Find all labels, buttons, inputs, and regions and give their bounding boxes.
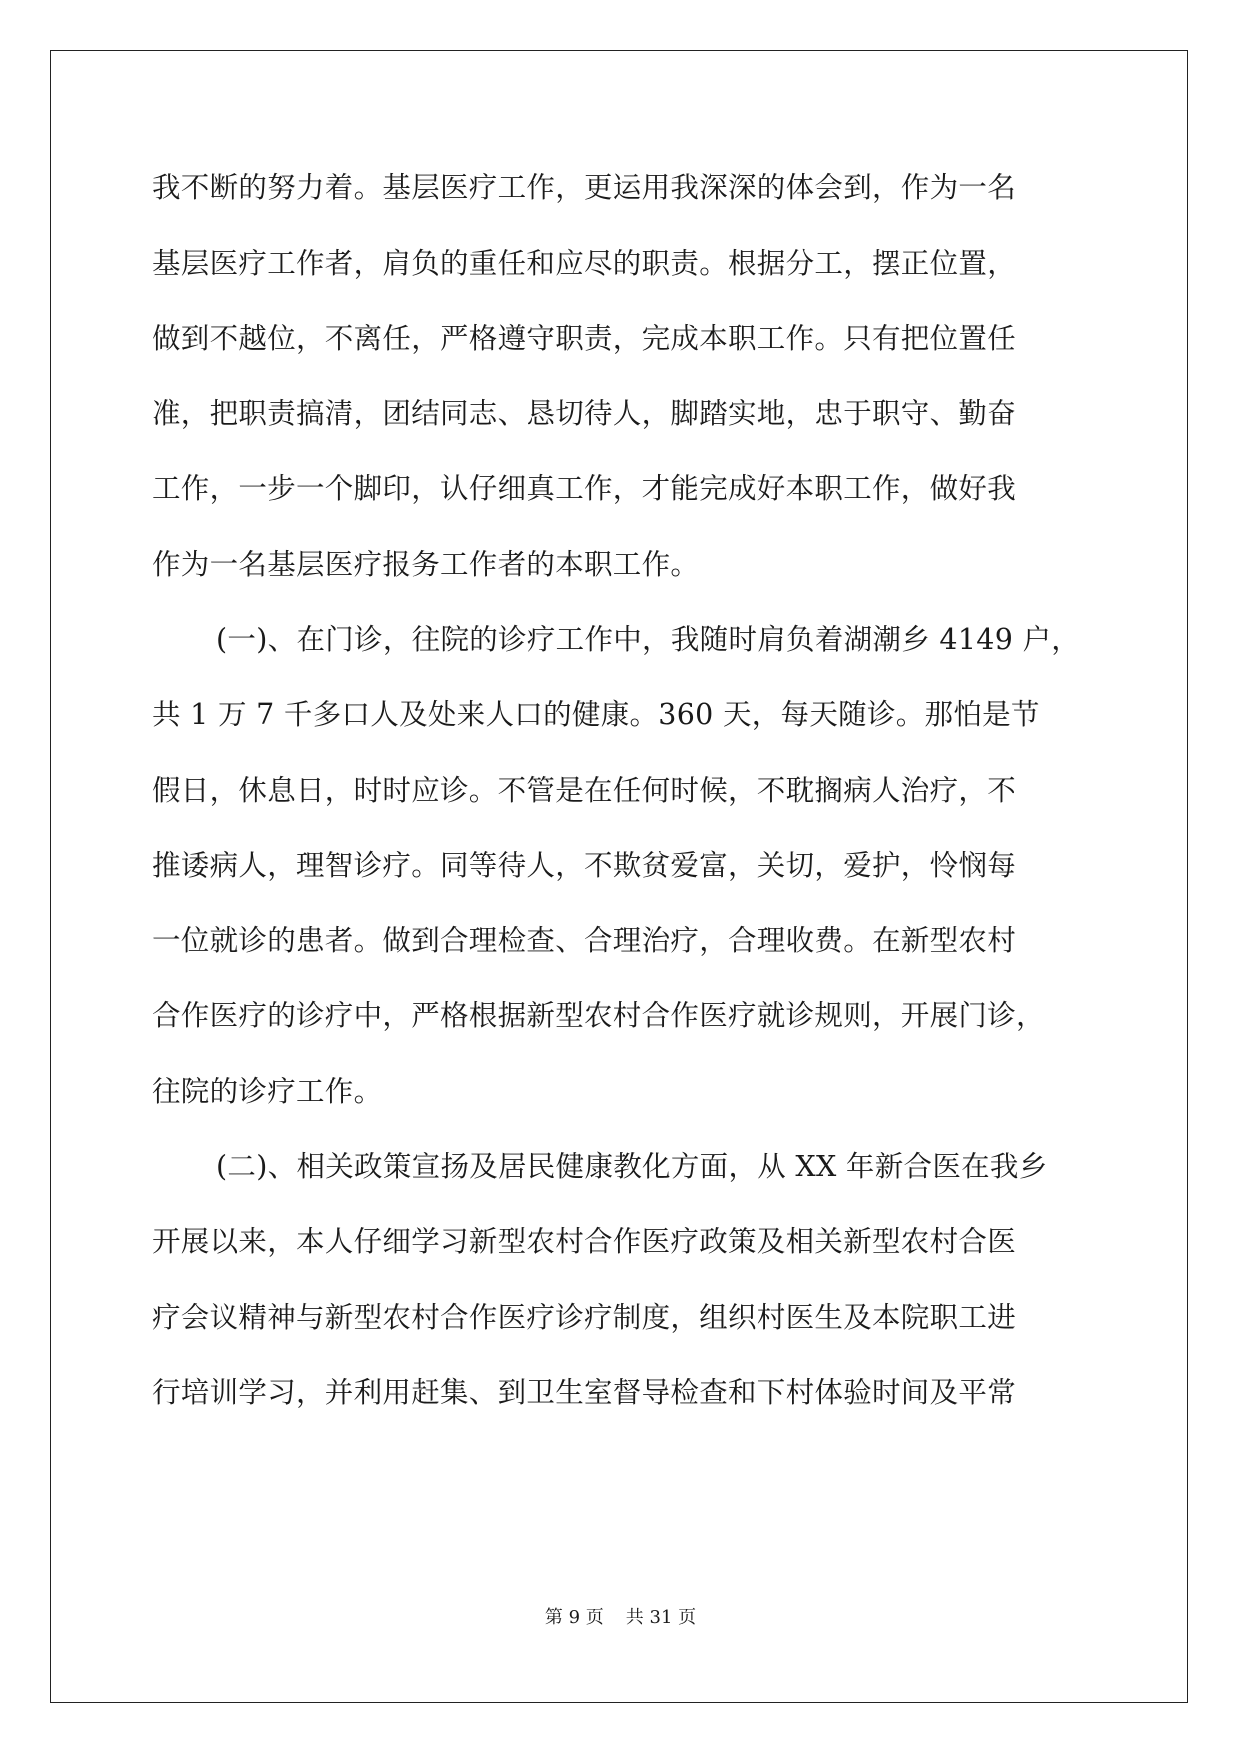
text-line: 假日，休息日，时时应诊。不管是在任何时候，不耽搁病人治疗，不 [152, 774, 1017, 807]
text-line: 工作，一步一个脚印，认仔细真工作，才能完成好本职工作，做好我 [152, 472, 1017, 505]
page-footer [0, 1606, 1241, 1630]
paragraph-first-line: (二)、相关政策宣扬及居民健康教化方面，从 XX 年新合医在我乡 [216, 1150, 1048, 1183]
page-number: 第 9 页 [544, 1607, 604, 1628]
text-line: 合作医疗的诊疗中，严格根据新型农村合作医疗就诊规则，开展门诊， [152, 999, 1045, 1032]
text-line: 准，把职责搞清，团结同志、恳切待人，脚踏实地，忠于职守、勤奋 [152, 397, 1017, 430]
text-line: 开展以来，本人仔细学习新型农村合作医疗政策及相关新型农村合医 [152, 1225, 1017, 1258]
text-line: 做到不越位，不离任，严格遵守职责，完成本职工作。只有把位置任 [152, 322, 1017, 355]
text-line: 我不断的努力着。基层医疗工作，更运用我深深的体会到，作为一名 [152, 171, 1017, 204]
paragraph-first-line: (一)、在门诊，往院的诊疗工作中，我随时肩负着湖潮乡 4149 户， [216, 623, 1081, 656]
text-line: 推诿病人，理智诊疗。同等待人，不欺贫爱富，关切，爱护，怜悯每 [152, 849, 1017, 882]
page-total: 共 31 页 [625, 1607, 697, 1628]
text-line: 疗会议精神与新型农村合作医疗诊疗制度，组织村医生及本院职工进 [152, 1301, 1017, 1334]
text-line: 行培训学习，并利用赶集、到卫生室督导检查和下村体验时间及平常 [152, 1376, 1017, 1409]
text-line: 共 1 万 7 千多口人及处来人口的健康。360 天，每天随诊。那怕是节 [152, 698, 1040, 731]
text-line: 往院的诊疗工作。 [152, 1075, 383, 1108]
text-line: 基层医疗工作者，肩负的重任和应尽的职责。根据分工，摆正位置， [152, 247, 1017, 280]
text-line: 作为一名基层医疗报务工作者的本职工作。 [152, 548, 700, 581]
text-line: 一位就诊的患者。做到合理检查、合理治疗，合理收费。在新型农村 [152, 924, 1017, 957]
